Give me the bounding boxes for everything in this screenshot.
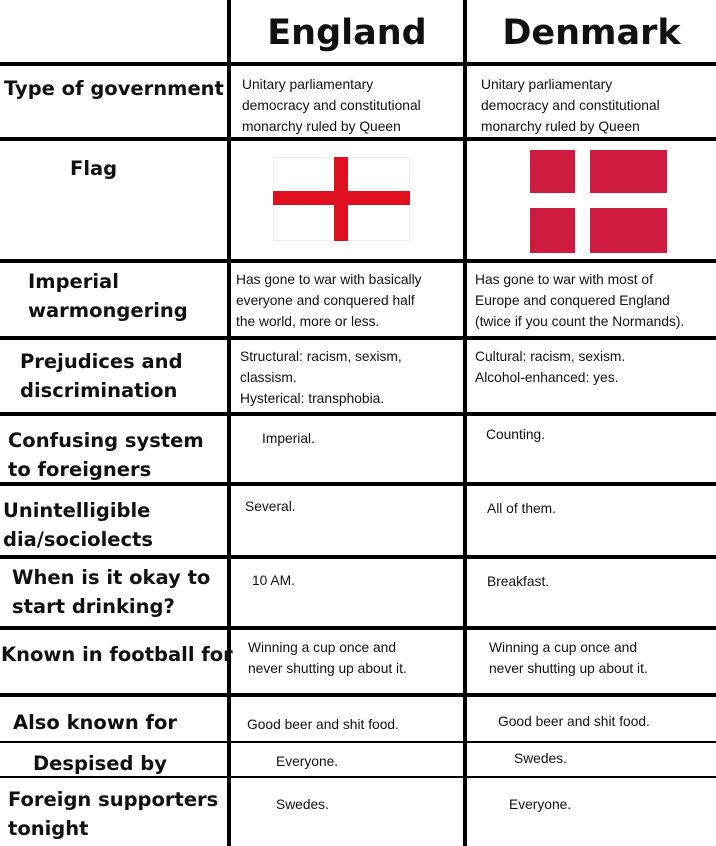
england-unintelligible: Several. [245, 499, 296, 514]
denmark-despised-by: Swedes. [514, 751, 567, 766]
denmark-also-known: Good beer and shit food. [498, 714, 650, 729]
england-prejudices: Structural: racism, sexism, classism. Hysterical: transphobia. [240, 349, 402, 406]
divider-center-column [463, 0, 467, 846]
row-divider [0, 693, 716, 697]
england-despised-by: Everyone. [276, 754, 339, 769]
header-england: England [267, 13, 427, 53]
england-also-known: Good beer and shit food. [247, 717, 399, 732]
england-flag [273, 157, 410, 241]
header-denmark: Denmark [502, 13, 681, 53]
divider-label-column [227, 0, 231, 846]
label-type-of-government: Type of government [4, 77, 224, 100]
denmark-confusing-system: Counting. [486, 427, 546, 442]
england-drinking: 10 AM. [252, 573, 295, 588]
england-confusing-system: Imperial. [262, 431, 315, 446]
row-divider [0, 62, 716, 66]
england-flag-cross-vertical [334, 157, 348, 241]
denmark-unintelligible: All of them. [487, 501, 557, 516]
label-unintelligible: Unintelligible dia/sociolects [3, 499, 153, 551]
england-football: Winning a cup once and never shutting up about it. [248, 640, 407, 676]
label-also-known: Also known for [13, 711, 177, 734]
england-government: Unitary parliamentary democracy and constitutional monarchy ruled by Queen [242, 77, 421, 134]
england-warmongering: Has gone to war with basically everyone and conquered half the world, more or less. [236, 272, 422, 329]
label-foreign-supporters: Foreign supporters tonight [8, 788, 219, 840]
row-divider [0, 555, 716, 559]
row-divider [0, 137, 716, 141]
denmark-government: Unitary parliamentary democracy and constitutional monarchy ruled by Queen [481, 77, 660, 134]
denmark-warmongering: Has gone to war with most of Europe and conquered England (twice if you count the Normands). [475, 272, 685, 329]
label-prejudices: Prejudices and discrimination [20, 350, 183, 402]
row-divider [0, 259, 716, 263]
denmark-football: Winning a cup once and never shutting up about it. [489, 640, 648, 676]
label-despised-by: Despised by [33, 752, 167, 775]
denmark-foreign-supporters: Everyone. [509, 797, 572, 812]
row-divider [0, 741, 716, 743]
row-divider [0, 336, 716, 340]
label-confusing-system: Confusing system to foreigners [8, 429, 204, 481]
denmark-flag-cross-horizontal [530, 193, 667, 208]
label-when-drinking: When is it okay to start drinking? [12, 566, 211, 618]
label-known-football: Known in football for [1, 643, 233, 666]
row-divider [0, 626, 716, 630]
denmark-prejudices: Cultural: racism, sexism. Alcohol-enhanced: yes. [475, 349, 626, 385]
england-foreign-supporters: Swedes. [276, 797, 329, 812]
denmark-flag-cross-vertical [575, 150, 590, 253]
denmark-drinking: Breakfast. [487, 574, 550, 589]
label-flag: Flag [70, 157, 118, 180]
label-imperial-warmongering: Imperial warmongering [28, 270, 188, 322]
denmark-flag [530, 150, 667, 253]
row-divider [0, 412, 716, 416]
